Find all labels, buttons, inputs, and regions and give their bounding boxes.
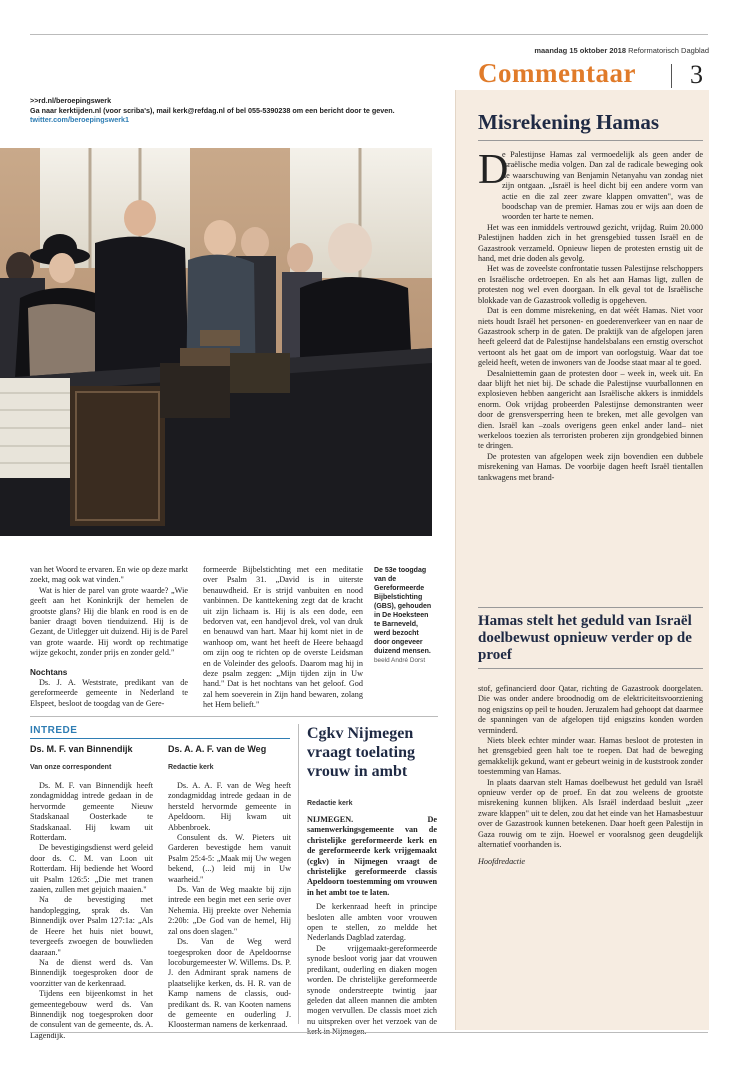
article-column-2 [203, 565, 363, 711]
intrede-name: Ds. A. A. F. van de Weg [168, 744, 267, 754]
editorial-paragraph: Het was de zoveelste confrontatie tussen Palestijnse relschoppers en Israëlische ordetroepen. En als het aan Hamas ligt, zullen de protesten nog wel even doorgaan. In elk geval tot de Israëlische blokkade van de Gazastrook volledig is opgeheven. [478, 264, 703, 305]
photo-credit: beeld André Dorst [374, 657, 426, 664]
intrede-paragraph: De bevestigingsdienst werd geleid door ds. C. M. van Loon uit Rotterdam. Hij bediende het Woord uit Psalm 126:5: „Die met tranen zaaien, zullen met gejuich maaien." [30, 843, 153, 895]
intrede-byline: Redactie kerk [168, 764, 214, 771]
dropcap: D [478, 147, 509, 193]
editorial-paragraph: In plaats daarvan stelt Hamas doelbewust het geduld van Israël opnieuw verder op de proef. En dat zou weleens de grootste misrekening kunnen blijken. Als Israël inderdaad besluit „zeer zware klappen" uit te delen, zou dat het einde van het Hamasbestuur over de Gazastrook kunnen betekenen. Daar hoeft geen Palestijn in Gaza rouwig om te zijn. Hoewel er vooralsnog geen deugdelijk alternatief voorhanden is. [478, 777, 703, 850]
editorial-paragraph: e Palestijnse Hamas zal vermoedelijk als geen ander de Israëlische media volgen. Dan zal de radicale beweging ook de waarschuwing van Benjamin Netanyahu van zondag niet zijn ontgaan. „Israël is heel dicht bij een andere vorm van actie en die zal zeer zware klappen omvatten", was de boodschap van de premier. Hamas zou er wijs aan doen de woorden ter harte te nemen. [502, 150, 703, 222]
editorial-paragraph: stof, gefinancierd door Qatar, richting de Gazastrook doorgelaten. Die was onder andere broodnodig om de elektriciteitsvoorziening nog enigszins op peil te houden. Jeruzalem had gehoopt dat daarmee de spanningen van de afgelopen tijd enigszins konden worden verminderd. [478, 684, 703, 735]
editorial-paragraph: Desalniettemin gaan de protesten door – week in, week uit. En daar blijft het niet bij. De schade die Palestijnse vuurballonnen en explosieven hebben aangericht aan Israëlische akkers is inmiddels enorm. Ook vrijdag probeerden Palestijnse demonstranten weer door de grensversperring heen te breken, met alle gevolgen van dien. Israël kan –zoals overigens geen enkel ander land– niet werkeloos toezien als terroristen proberen zijn grondgebied binnen te dringen. [478, 368, 703, 451]
photo-caption: De 53e toogdag van de Gereformeerde Bijbelstichting (GBS), gehouden in De Hoeksteen te Barneveld, werd bezocht door ongeveer duizend mensen. beeld André Dorst [374, 567, 432, 664]
editorial-paragraph: Niets bleek echter minder waar. Hamas besloot de protesten in het grensgebied geen halt toe te roepen. Dat had de beweging gemakkelijk gekund, want er gebeurt weinig in de kuststrook zonder toestemming van Hamas. [478, 736, 703, 777]
editorial-signature: Hoofdredactie [478, 856, 525, 866]
editorial-paragraph: Dat is een domme misrekening, en dat wéét Hamas. Niet voor niets houdt Israël het personen- en goederenverkeer van en naar de Gazastrook scherp in de gaten. De praktijk van de afgelopen jaren heeft geleerd dat de Palestijnse handelsbalans een ernstig overschot vertoont als het gaat om de import van oorlogstuig. Waar dat toe geleid heeft, weten de inwoners van de Joodse staat maar al te goed. [478, 306, 703, 368]
intrede-paragraph: Na de bevestiging met handoplegging, sprak ds. Van Binnendijk over Psalm 127:1a: „Als de Heere het huis niet bouwt, tevergeefs zwoegen de bouwlieden daaraan." [30, 895, 153, 957]
article-paragraph: Ds. J. A. Weststrate, predikant van de gereformeerde gemeente in Nederland te Elspeet, besloot de toogdag van de Gere- [30, 678, 188, 708]
intrede-paragraph: Ds. Van de Weg werd toegesproken door de Apeldoornse locoburgemeester W. Willems. Ds. P. J. den Admirant sprak namens de plaatselijke kerken, ds. H. R. van de Kamp namens de classis, oud-predikant ds. R. van Kooten namens de gemeente en ouderling J. Kloosterman namens de kerkenraad. [168, 937, 291, 1030]
cgkv-byline: Redactie kerk [307, 800, 353, 807]
beroepingswerk-contact: Ga naar kerktijden.nl (voor scriba's), mail kerk@refdag.nl of bel 055-5390238 om een bericht door te geven. [30, 105, 395, 115]
intrede-paragraph: Ds. M. F. van Binnendijk heeft zondagmiddag intrede gedaan in de hervormde gemeente Nieuw Stadskanaal Oosterkade te Stadskanaal. Hij kwam uit Rotterdam. [30, 781, 153, 843]
news-photo [0, 148, 432, 536]
intrede-paragraph: Na de dienst werd ds. Van Binnendijk toegesproken door de voorzitter van de kerkenraad. [30, 957, 153, 988]
cgkv-paragraph: De vrijgemaakt-gereformeerde synode besloot vorig jaar dat vrouwen predikant, ouderling en diaken mogen worden. De christelijke gereformeerde synode onderstreepte twintig jaar geleden dat alleen mannen die ambten mogen vervullen. De classis moet zich nu uitspreken over het verzoek van de kerk in Nijmegen. [307, 943, 437, 1037]
editorial-paragraph: Het was een inmiddels vertrouwd gezicht, vrijdag. Ruim 20.000 Palestijnen hadden zich in het grensgebied tussen Israël en de Gazastrook verzameld. Opnieuw liepen de protesten ernstig uit de hand, met drie doden als gevolg. [478, 222, 703, 264]
cgkv-headline: Cgkv Nijmegen vraagt toelating vrouw in ambt [307, 725, 415, 780]
intrede-label: INTREDE [30, 725, 78, 736]
quote-rule-top [478, 607, 703, 608]
article-paragraph: formeerde Bijbelstichting met een meditatie over Psalm 31. „David is in uiterste benauwdheid. Er is strijd vanbuiten en nood vanbinnen. De kanttekening zegt dat de kracht uit zijn lichaam is. Hij is als een dode, een bedorven vat, een handjevol drek, vol van druk en benauwd van hart. Maar hij komt niet in de wanhoop om, want het heeft de Heere behaagd om zijn oog te richten op de overste Leidsman en de Voleinder des geloofs. Daarom mag hij in deze psalm zeggen: „Mijn tijden zijn in Uw hand." Dat is het nochtans van het geloof. God zal hem soeverein in Zijn hand bewaren, zolang het Hem belieft." [203, 565, 363, 710]
section-title: Commentaar [478, 58, 636, 88]
section-rule [30, 716, 438, 717]
twitter-link[interactable]: twitter.com/beroepingswerk1 [30, 115, 130, 125]
editorial-body-continued [478, 684, 703, 867]
intrede-paragraph: Ds. Van de Weg maakte bij zijn intrede een begin met een serie over Nehemia. Hij preekte over Nehemia 2:20b: „De God van de hemel, Hij zal ons doen slagen." [168, 885, 291, 936]
beroepingswerk-info [30, 96, 430, 125]
pull-quote: Hamas stelt het geduld van Israël doelbewust opnieuw verder op de proef [478, 613, 692, 663]
intrede-column-1 [30, 744, 153, 1041]
editorial-title: Misrekening Hamas [478, 110, 660, 134]
column-divider [298, 724, 299, 1024]
beroepingswerk-link[interactable]: >>rd.nl/beroepingswerk [30, 96, 112, 105]
article-paragraph: Wat is hier de parel van grote waarde? „Wie geeft aan het Koninkrijk der hemelen de grootste glans? Hij die blank en rood is en de banier draagt boven tienduizend. Hij is de Gezant, de Uitlegger uit duizend. Hij is de Parel van grote waarde. Hij wordt op rechtmatige wijze gekocht, zonder prijs en zonder geld." [30, 585, 188, 658]
editorial-rule [478, 140, 703, 141]
intrede-paragraph: Consulent ds. W. Pieters uit Garderen bevestigde hem vanuit Psalm 25:4-5: „Maak mij Uw wegen bekend, (...) leid mij in Uw waarheid." [168, 833, 291, 884]
cgkv-paragraph: De kerkenraad heeft in principe besloten alle ambten voor vrouwen open te stellen, zo meldde het Nederlands Dagblad zaterdag. [307, 902, 437, 943]
date-line: maandag 15 oktober 2018 Reformatorisch Dagblad [534, 46, 709, 55]
intrede-paragraph: Ds. A. A. F. van de Weg heeft zondagmiddag intrede gedaan in de hersteld hervormde gemeente in Apeldoorn. Hij kwam uit Abbenbroek. [168, 781, 291, 832]
intrede-paragraph: Tijdens een bijeenkomst in het gemeentegebouw werd ds. Van Binnendijk nog toegesproken door de consulent van de gemeente, ds. A. Lagendijk. [30, 989, 153, 1040]
cgkv-article [307, 800, 437, 1038]
intrede-column-2 [168, 744, 291, 1031]
cgkv-lead: NIJMEGEN. De samenwerkingsgemeente van de christelijke gereformeerde kerk en de gereformeerde kerk vrijgemaakt (cgkv) in Nijmegen vraagt de christelijke gereformeerde classis Apeldoorn toestemming om vrouwen in het ambt toe te laten. [307, 815, 437, 897]
article-paragraph: van het Woord te ervaren. En wie op deze markt zoekt, mag ook wat vinden." [30, 565, 188, 585]
quote-rule-bottom [478, 668, 703, 669]
intrede-rule [30, 738, 290, 739]
top-rule [30, 34, 708, 35]
article-column-1 [30, 565, 188, 709]
intrede-byline: Van onze correspondent [30, 764, 112, 771]
article-subhead: Nochtans [30, 667, 68, 677]
intrede-name: Ds. M. F. van Binnendijk [30, 744, 133, 754]
editorial-paragraph: De protesten van afgelopen week zijn bovendien een dubbele misrekening van Hamas. De voorbije dagen heeft Israël tientallen tankwagens met brand- [478, 451, 703, 482]
bottom-rule [30, 1032, 708, 1033]
page-number: 3 [690, 60, 703, 89]
editorial-body [478, 147, 703, 483]
page-separator [671, 64, 672, 88]
photo-illustration [0, 148, 432, 536]
